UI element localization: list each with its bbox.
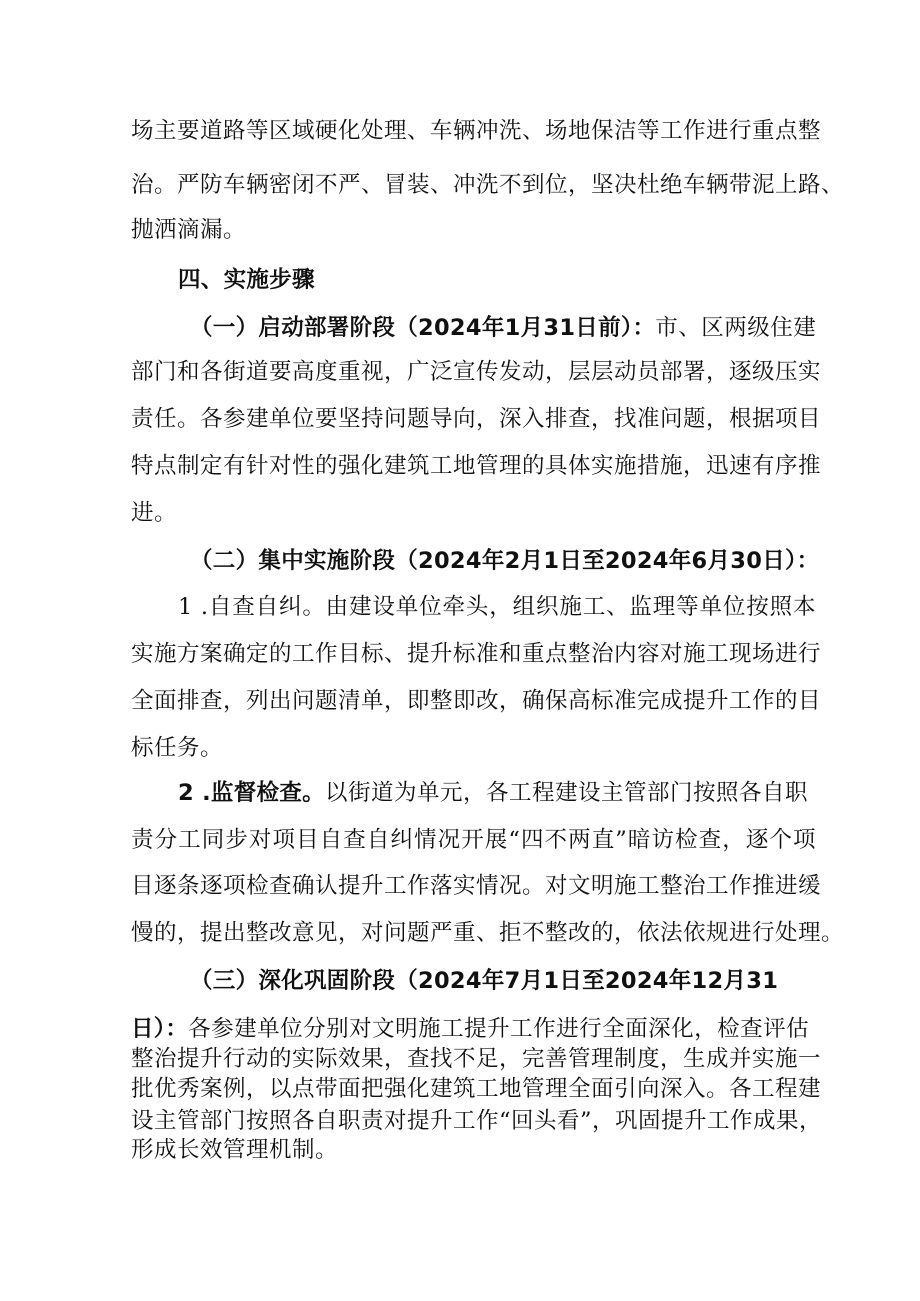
paragraph-line: 整治提升行动的实际效果，查找不足，完善管理制度，生成并实施一 bbox=[131, 1046, 822, 1072]
paragraph-line: 批优秀案例，以点带面把强化建筑工地管理全面引向深入。各工程建 bbox=[131, 1076, 822, 1102]
phase3-heading-end: 日）： bbox=[131, 1016, 189, 1042]
paragraph-line: 进。 bbox=[131, 500, 178, 526]
paragraph-line: 治。严防车辆密闭不严、冒装、冲洗不到位，坚决杜绝车辆带泥上路、 bbox=[131, 172, 845, 198]
phase1-first-line bbox=[190, 313, 816, 343]
phase3-second-line-text: 各参建单位分别对文明施工提升工作进行全面深化，检查评估 bbox=[188, 1016, 810, 1042]
paragraph-line: 场主要道路等区域硬化处理、车辆冲洗、场地保洁等工作进行重点整 bbox=[131, 118, 822, 144]
phase1-first-line-text: 市、区两级住建 bbox=[655, 315, 817, 341]
section-heading: 四、实施步骤 bbox=[178, 267, 315, 293]
phase2-heading: （二）集中实施阶段（2024年2月1日至2024年6月30日）： bbox=[190, 548, 820, 574]
item2-label: 2 .监督检查。 bbox=[178, 780, 325, 806]
phase1-heading: （一）启动部署阶段（2024年1月31日前）： bbox=[190, 315, 656, 341]
paragraph-line: 设主管部门按照各自职责对提升工作“回头看”，巩固提升工作成果， bbox=[131, 1108, 823, 1134]
item2-first-line-text: 以街道为单元，各工程建设主管部门按照各自职 bbox=[324, 780, 808, 806]
paragraph-line: 抛洒滴漏。 bbox=[131, 217, 247, 243]
paragraph-line: 责分工同步对项目自查自纠情况开展“四不两直”暗访检查，逐个项 bbox=[131, 827, 816, 853]
paragraph-line: 实施方案确定的工作目标、提升标准和重点整治内容对施工现场进行 bbox=[131, 641, 822, 667]
paragraph-line: 形成长效管理机制。 bbox=[131, 1137, 339, 1163]
paragraph-line: 1 .自查自纠。由建设单位牵头，组织施工、监理等单位按照本 bbox=[178, 594, 816, 620]
phase3-second-line bbox=[131, 1014, 816, 1044]
paragraph-line: 目逐条逐项检查确认提升工作落实情况。对文明施工整治工作推进缓 bbox=[131, 873, 822, 899]
paragraph-line: 部门和各街道要高度重视，广泛宣传发动，层层动员部署，逐级压实 bbox=[131, 359, 822, 385]
item2-first-line bbox=[178, 778, 816, 808]
paragraph-line: 责任。各参建单位要坚持问题导向，深入排查，找准问题，根据项目 bbox=[131, 406, 822, 432]
paragraph-line: 特点制定有针对性的强化建筑工地管理的具体实施措施，迅速有序推 bbox=[131, 453, 822, 479]
paragraph-line: 慢的，提出整改意见，对问题严重、拒不整改的，依法依规进行处理。 bbox=[131, 920, 845, 946]
paragraph-line: 全面排查，列出问题清单，即整即改，确保高标准完成提升工作的目 bbox=[131, 688, 822, 714]
paragraph-line: 标任务。 bbox=[131, 735, 224, 761]
phase3-heading: （三）深化巩固阶段（2024年7月1日至2024年12月31 bbox=[190, 968, 779, 994]
